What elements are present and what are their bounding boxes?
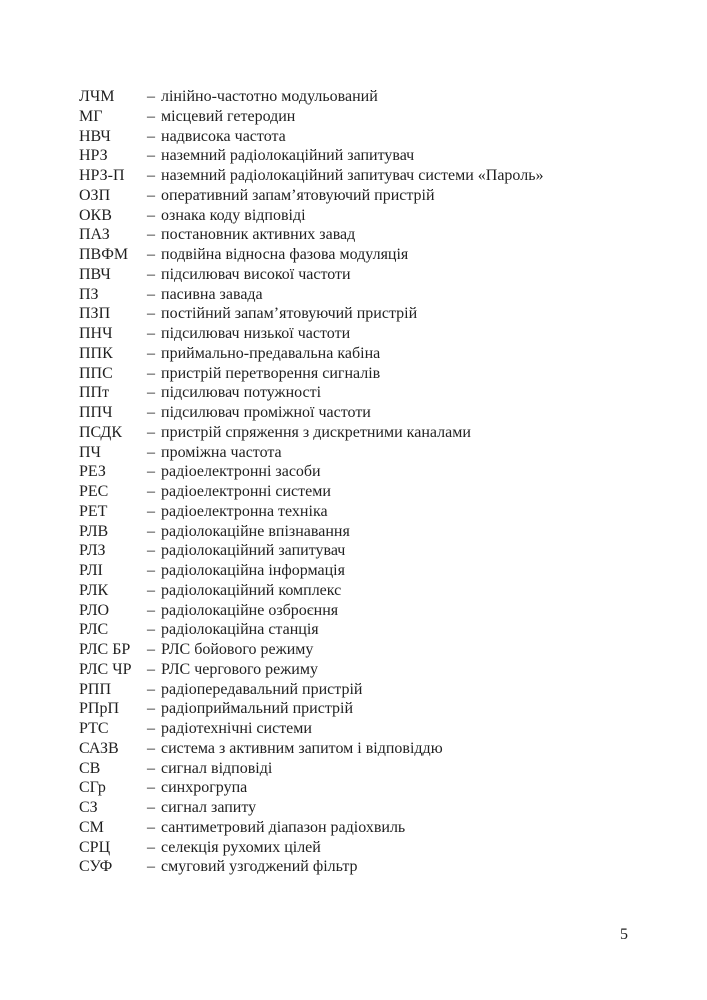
- abbreviation-row: [79, 206, 629, 226]
- abbreviation-term: МГ: [79, 107, 103, 125]
- abbreviation-definition: підсилювач низької частоти: [161, 325, 351, 342]
- dash-separator: –: [147, 285, 155, 303]
- dash-separator: –: [147, 226, 155, 244]
- dash-separator: –: [147, 88, 155, 105]
- abbreviation-term: РЛС ЧР: [79, 660, 132, 678]
- abbreviation-row: [79, 245, 629, 265]
- dash-separator: –: [147, 601, 155, 619]
- dash-separator: –: [147, 660, 155, 678]
- dash-separator: –: [147, 423, 155, 441]
- abbreviation-definition: подвійна відносна фазова модуляція: [161, 246, 409, 263]
- abbreviation-row: [79, 423, 629, 443]
- dash-separator: –: [147, 404, 155, 421]
- dash-separator: –: [147, 799, 155, 816]
- dash-separator: –: [147, 522, 155, 540]
- abbreviation-term: ПАЗ: [79, 226, 110, 244]
- abbreviation-definition: смуговий узгоджений фільтр: [161, 858, 358, 876]
- abbreviation-definition: надвисока частота: [161, 127, 286, 145]
- abbreviation-definition: радіолокаційний запитувач: [161, 542, 346, 560]
- abbreviation-definition: синхрогрупа: [161, 779, 248, 797]
- abbreviation-definition: пристрій перетворення сигналів: [161, 364, 381, 382]
- abbreviation-row: [79, 383, 629, 403]
- abbreviation-definition: постійний запам’ятовуючий пристрій: [161, 305, 418, 323]
- abbreviation-row: [79, 107, 629, 127]
- abbreviation-term: ППК: [79, 344, 113, 362]
- abbreviation-term: РПрП: [79, 700, 120, 718]
- dash-separator: –: [147, 443, 155, 461]
- abbreviation-definition: сигнал відповіді: [161, 759, 273, 777]
- dash-separator: –: [147, 265, 155, 283]
- dash-separator: –: [147, 167, 155, 184]
- abbreviation-term: РПП: [79, 680, 112, 698]
- abbreviation-definition: радіоелектронна техніка: [161, 502, 328, 520]
- abbreviation-row: [79, 324, 629, 344]
- abbreviation-term: ПЗП: [79, 305, 111, 323]
- abbreviation-term: ЛЧМ: [79, 88, 115, 105]
- dash-separator: –: [147, 838, 155, 856]
- abbreviation-term: СВ: [79, 759, 101, 777]
- dash-separator: –: [147, 127, 155, 145]
- abbreviation-row: [79, 857, 629, 877]
- abbreviation-definition: селекція рухомих цілей: [161, 838, 321, 856]
- dash-separator: –: [147, 759, 155, 777]
- abbreviation-term: СГр: [79, 779, 106, 797]
- abbreviation-row: [79, 818, 629, 838]
- abbreviation-definition: оперативний запам’ятовуючий пристрій: [161, 186, 435, 204]
- dash-separator: –: [147, 483, 155, 500]
- abbreviation-term: РТС: [79, 720, 109, 737]
- abbreviation-definition: радіоелектронні засоби: [161, 463, 321, 481]
- abbreviation-term: РЛІ: [79, 562, 103, 579]
- abbreviation-definition: пасивна завада: [161, 285, 263, 303]
- abbreviation-definition: РЛС бойового режиму: [161, 641, 314, 658]
- abbreviation-definition: постановник активних завад: [161, 226, 356, 244]
- abbreviation-term: РЛЗ: [79, 542, 106, 560]
- dash-separator: –: [147, 779, 155, 797]
- abbreviation-term: СЗ: [79, 799, 98, 816]
- dash-separator: –: [147, 463, 155, 481]
- abbreviation-row: [79, 344, 629, 364]
- abbreviation-row: [79, 561, 629, 581]
- dash-separator: –: [147, 621, 155, 639]
- abbreviation-term: РЛК: [79, 581, 109, 599]
- dash-separator: –: [147, 542, 155, 560]
- abbreviation-row: [79, 285, 629, 305]
- abbreviation-definition: радіоелектронні системи: [161, 483, 331, 500]
- abbreviation-definition: радіолокаційна інформація: [161, 562, 345, 579]
- abbreviation-row: [79, 304, 629, 324]
- abbreviation-row: [79, 364, 629, 384]
- abbreviation-term: ППС: [79, 364, 113, 382]
- page-number: 5: [620, 926, 628, 943]
- abbreviation-definition: радіолокаційний комплекс: [161, 581, 342, 599]
- abbreviation-row: [79, 601, 629, 621]
- abbreviation-definition: наземний радіолокаційний запитувач: [161, 147, 415, 165]
- abbreviation-definition: підсилювач високої частоти: [161, 265, 351, 283]
- abbreviation-row: [79, 739, 629, 759]
- abbreviation-term: РЕС: [79, 483, 109, 500]
- abbreviation-definition: радіоприймальний пристрій: [161, 700, 354, 718]
- abbreviation-term: РЕЗ: [79, 463, 106, 481]
- abbreviation-term: ПЧ: [79, 443, 101, 461]
- abbreviation-definition: сигнал запиту: [161, 799, 257, 816]
- dash-separator: –: [147, 641, 155, 658]
- abbreviation-term: РЛО: [79, 601, 110, 619]
- abbreviation-row: [79, 127, 629, 147]
- dash-separator: –: [147, 581, 155, 599]
- abbreviation-definition: підсилювач проміжної частоти: [161, 404, 371, 421]
- abbreviation-row: [79, 640, 629, 660]
- abbreviation-row: [79, 680, 629, 700]
- abbreviation-row: [79, 620, 629, 640]
- dash-separator: –: [147, 186, 155, 204]
- abbreviation-row: [79, 759, 629, 779]
- abbreviation-row: [79, 146, 629, 166]
- dash-separator: –: [147, 739, 155, 757]
- abbreviation-row: [79, 462, 629, 482]
- abbreviation-term: РЛС БР: [79, 641, 131, 658]
- abbreviation-term: НРЗ-П: [79, 167, 125, 184]
- abbreviation-row: [79, 838, 629, 858]
- abbreviation-definition: приймально-предавальна кабіна: [161, 344, 381, 362]
- abbreviation-definition: лінійно-частотно модульований: [161, 88, 378, 105]
- dash-separator: –: [147, 502, 155, 520]
- abbreviation-term: РЛС: [79, 621, 109, 639]
- abbreviation-row: [79, 699, 629, 719]
- abbreviation-row: [79, 265, 629, 285]
- dash-separator: –: [147, 680, 155, 698]
- abbreviation-row: [79, 443, 629, 463]
- abbreviation-term: РЕТ: [79, 502, 108, 520]
- dash-separator: –: [147, 384, 155, 402]
- abbreviation-term: ПНЧ: [79, 325, 113, 342]
- abbreviation-row: [79, 166, 629, 186]
- abbreviation-definition: підсилювач потужності: [161, 384, 322, 402]
- dash-separator: –: [147, 700, 155, 718]
- abbreviation-row: [79, 225, 629, 245]
- abbreviation-definition: проміжна частота: [161, 443, 282, 461]
- abbreviation-term: НВЧ: [79, 127, 111, 145]
- abbreviation-term: РЛВ: [79, 522, 109, 540]
- abbreviation-definition: місцевий гетеродин: [161, 107, 296, 125]
- dash-separator: –: [147, 107, 155, 125]
- abbreviation-definition: пристрій спряження з дискретними каналами: [161, 423, 471, 441]
- abbreviation-definition: ознака коду відповіді: [161, 206, 306, 224]
- abbreviation-list: [79, 87, 629, 877]
- abbreviation-row: [79, 778, 629, 798]
- abbreviation-row: [79, 186, 629, 206]
- dash-separator: –: [147, 858, 155, 876]
- dash-separator: –: [147, 720, 155, 737]
- abbreviation-row: [79, 522, 629, 542]
- abbreviation-row: [79, 719, 629, 739]
- abbreviation-term: ОКВ: [79, 206, 112, 224]
- abbreviation-definition: радіолокаційне впізнавання: [161, 522, 350, 540]
- abbreviation-term: НРЗ: [79, 147, 108, 165]
- abbreviation-row: [79, 87, 629, 107]
- abbreviation-definition: наземний радіолокаційний запитувач системи «Пароль»: [161, 167, 544, 184]
- abbreviation-term: СРЦ: [79, 838, 111, 856]
- abbreviation-term: ПВЧ: [79, 265, 111, 283]
- abbreviation-definition: радіопередавальний пристрій: [161, 680, 363, 698]
- abbreviation-definition: сантиметровий діапазон радіохвиль: [161, 818, 406, 836]
- abbreviation-row: [79, 581, 629, 601]
- dash-separator: –: [147, 305, 155, 323]
- dash-separator: –: [147, 818, 155, 836]
- abbreviation-row: [79, 541, 629, 561]
- abbreviation-row: [79, 502, 629, 522]
- abbreviation-term: ППт: [79, 384, 110, 402]
- abbreviation-definition: радіолокаційне озброєння: [161, 601, 339, 619]
- abbreviation-row: [79, 660, 629, 680]
- dash-separator: –: [147, 344, 155, 362]
- dash-separator: –: [147, 246, 155, 263]
- dash-separator: –: [147, 562, 155, 579]
- abbreviation-term: ОЗП: [79, 186, 111, 204]
- abbreviation-definition: РЛС чергового режиму: [161, 660, 318, 678]
- abbreviation-term: САЗВ: [79, 739, 119, 757]
- abbreviation-term: ППЧ: [79, 404, 113, 421]
- abbreviation-row: [79, 798, 629, 818]
- abbreviation-term: ПСДК: [79, 423, 123, 441]
- dash-separator: –: [147, 325, 155, 342]
- dash-separator: –: [147, 206, 155, 224]
- abbreviation-definition: система з активним запитом і відповіддю: [161, 739, 443, 757]
- abbreviation-term: СМ: [79, 818, 104, 836]
- abbreviation-term: ПВФМ: [79, 246, 129, 263]
- abbreviation-definition: радіолокаційна станція: [161, 621, 319, 639]
- abbreviation-term: ПЗ: [79, 285, 99, 303]
- abbreviation-row: [79, 403, 629, 423]
- dash-separator: –: [147, 147, 155, 165]
- abbreviation-term: СУФ: [79, 858, 113, 876]
- abbreviation-definition: радіотехнічні системи: [161, 720, 312, 737]
- dash-separator: –: [147, 364, 155, 382]
- abbreviation-row: [79, 482, 629, 502]
